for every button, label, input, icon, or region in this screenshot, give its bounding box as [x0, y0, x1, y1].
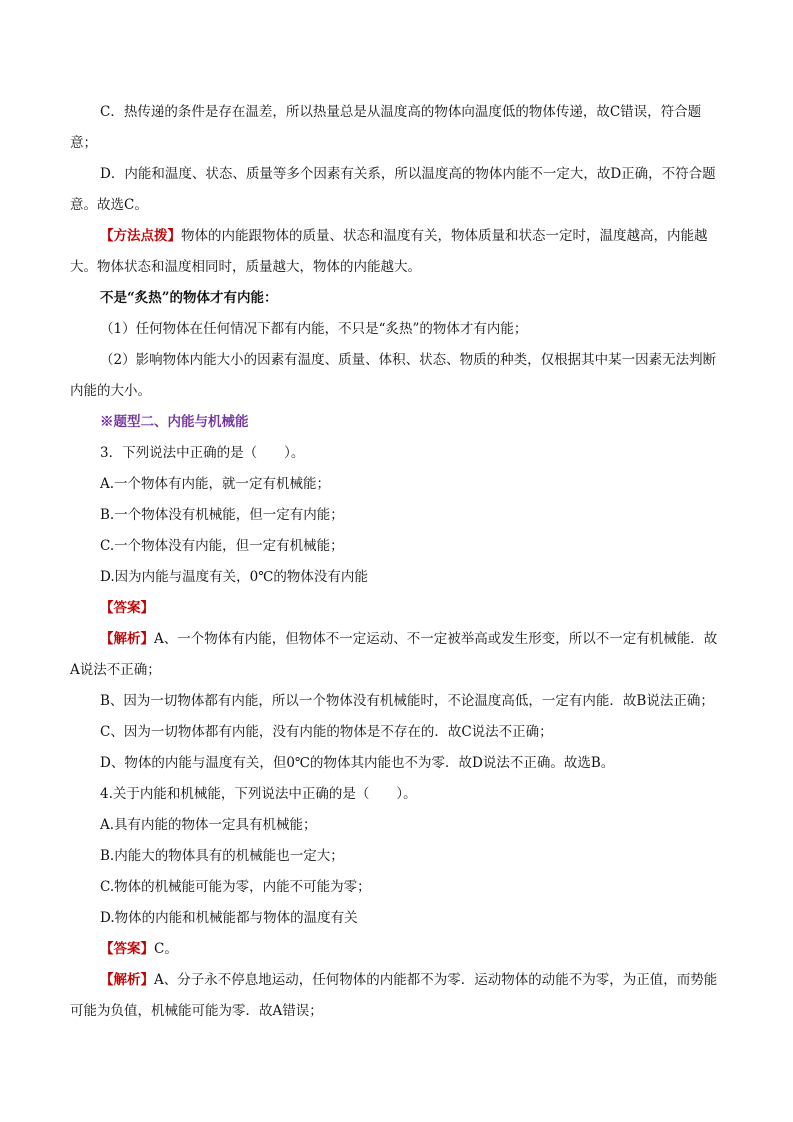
- paragraph-method-tip: [70, 221, 725, 283]
- question-4-option-a: A.具有内能的物体一定具有机械能；: [100, 817, 317, 833]
- question-3-option-a: A.一个物体有内能，就一定有机械能；: [100, 476, 331, 492]
- explanation-tag: 【解析】: [100, 631, 154, 647]
- section-heading: ※题型二、内能与机械能: [100, 414, 249, 430]
- explanation-3b: B、因为一切物体都有内能，所以一个物体没有机械能时，不论温度高低，一定有内能．故B说法正确；: [100, 693, 714, 709]
- explanation-tag: 【解析】: [100, 972, 154, 988]
- explanation-3c: C、因为一切物体都有内能，没有内能的物体是不存在的．故C说法不正确；: [100, 724, 553, 740]
- answer-tag: 【答案】: [100, 600, 154, 616]
- question-4-option-b: B.内能大的物体具有的机械能也一定大；: [100, 848, 344, 864]
- question-3-option-d: D.因为内能与温度有关，0℃的物体没有内能: [100, 569, 368, 585]
- answer-value: C。: [154, 941, 178, 957]
- question-3-option-b: B.一个物体没有机械能，但一定有内能；: [100, 507, 344, 523]
- method-tip-tag: 【方法点拨】: [100, 228, 181, 244]
- paragraph-option-d: [70, 159, 725, 221]
- question-4-option-c: C.物体的机械能可能为零，内能不可能为零；: [100, 879, 371, 895]
- explanation-3d: D、物体的内能与温度有关，但0℃的物体其内能也不为零．故D说法不正确。故选B。: [100, 755, 615, 771]
- text: C．热传递的条件是存在温差，所以热量总是从温度高的物体向温度低的物体传递，故C错误，符合题意；: [70, 104, 702, 151]
- explanation-4a: [70, 965, 725, 1027]
- paragraph-point-1: （1）任何物体在任何情况下都有内能，不只是“炙热”的物体才有内能；: [100, 321, 528, 337]
- paragraph-point-2: [70, 345, 725, 407]
- question-4-option-d: D.物体的内能和机械能都与物体的温度有关: [100, 910, 358, 926]
- subheading-hot-objects: 不是“炙热”的物体才有内能：: [100, 290, 278, 306]
- answer-4: [100, 934, 178, 965]
- text: A、一个物体有内能，但物体不一定运动、不一定被举高或发生形变，所以不一定有机械能．故A说法不正确；: [70, 631, 718, 678]
- text: A、分子永不停息地运动，任何物体的内能都不为零．运动物体的动能不为零，为正值，而势能可能为负值，机械能可能为零．故A错误；: [70, 972, 718, 1019]
- paragraph-option-c: [70, 97, 725, 159]
- question-4: 4.关于内能和机械能，下列说法中正确的是（ ）。: [100, 786, 417, 802]
- question-3-option-c: C.一个物体没有内能，但一定有机械能；: [100, 538, 344, 554]
- text: D．内能和温度、状态、质量等多个因素有关系，所以温度高的物体内能不一定大，故D正确，不符合题意。故选C。: [70, 166, 716, 213]
- text: （2）影响物体内能大小的因素有温度、质量、体积、状态、物质的种类，仅根据其中某一因素无法判断内能的大小。: [70, 352, 717, 399]
- text: 物体的内能跟物体的质量、状态和温度有关，物体质量和状态一定时，温度越高，内能越大。物体状态和温度相同时，质量越大，物体的内能越大。: [70, 228, 708, 275]
- explanation-3a: [70, 624, 725, 686]
- answer-tag: 【答案】: [100, 941, 154, 957]
- question-3: 3．下列说法中正确的是（ ）。: [100, 445, 305, 461]
